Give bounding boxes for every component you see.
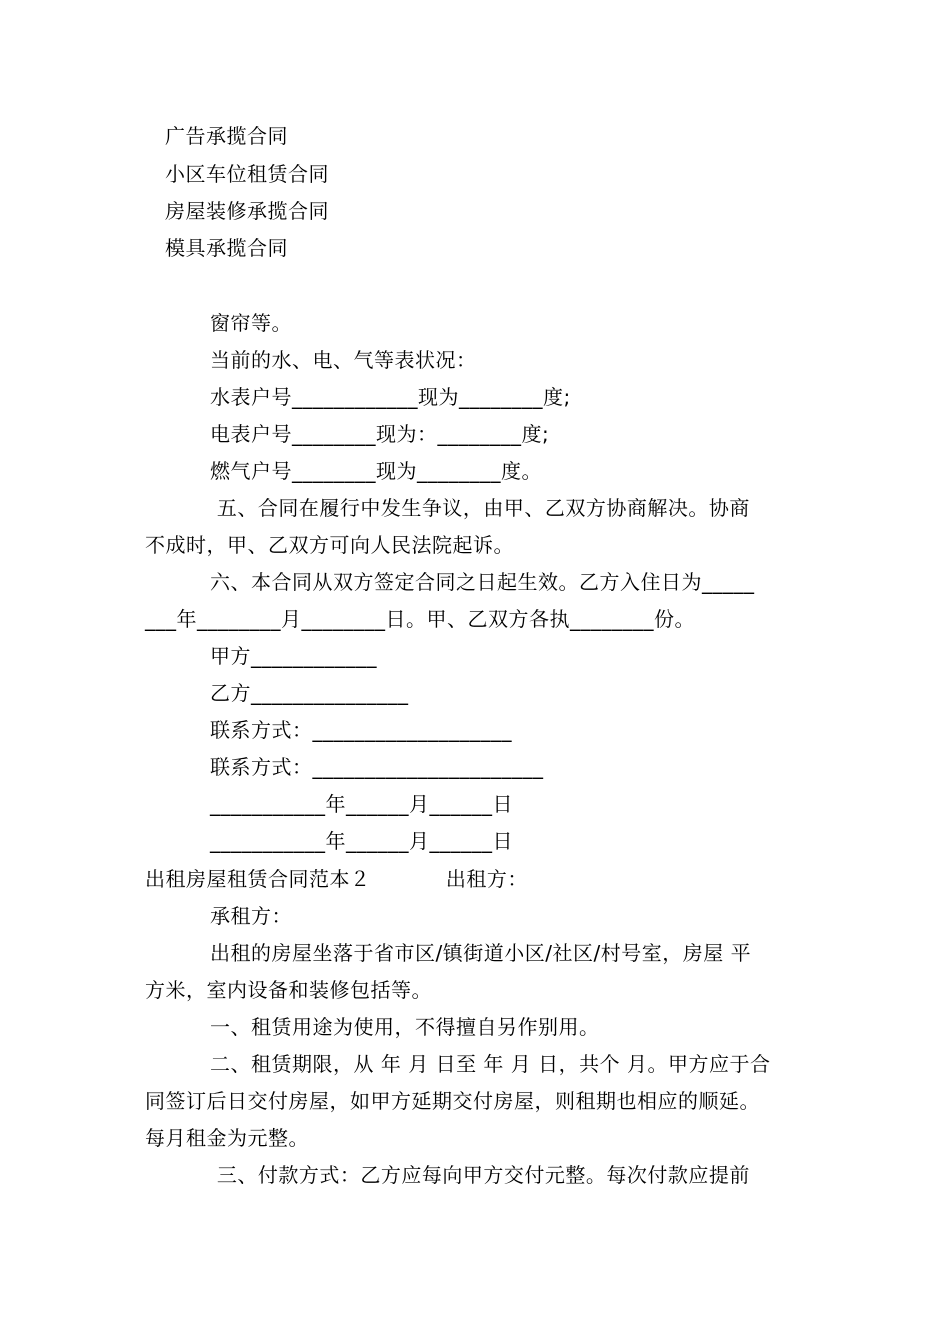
paragraph-line: 五、合同在履行中发生争议，由甲、乙双方协商解决。协商: [210, 496, 750, 520]
paragraph-line: 一、租赁用途为使用，不得擅自另作别用。: [210, 1015, 600, 1039]
paragraph-line: 当前的水、电、气等表状况：: [210, 348, 477, 372]
meter-electric-line: 电表户号________现为：________度;: [210, 422, 550, 446]
party-a-signature-line: 甲方____________: [210, 644, 377, 668]
paragraph-line: ___年________月________日。甲、乙双方各执________份。: [145, 607, 695, 631]
related-link[interactable]: 小区车位租赁合同: [165, 162, 329, 186]
date-line: ___________年______月______日: [210, 792, 513, 816]
paragraph-line: 三、付款方式：乙方应每向甲方交付元整。每次付款应提前: [210, 1163, 750, 1187]
paragraph-line: 六、本合同从双方签定合同之日起生效。乙方入住日为_____: [210, 570, 755, 594]
section-heading-line: 出租房屋租赁合同范本２ 出租方：: [145, 867, 528, 891]
paragraph-line: 出租的房屋坐落于省市区/镇街道小区/社区/村号室，房屋 平: [210, 941, 752, 965]
paragraph-line: 方米，室内设备和装修包括等。: [145, 978, 432, 1002]
date-line: ___________年______月______日: [210, 829, 513, 853]
paragraph-line: 同签订后日交付房屋，如甲方延期交付房屋，则租期也相应的顺延。: [145, 1089, 760, 1113]
contact-line: 联系方式：______________________: [210, 755, 544, 779]
contact-line: 联系方式：___________________: [210, 718, 512, 742]
paragraph-line: 二、租赁期限，从 年 月 日至 年 月 日，共个 月。甲方应于合: [210, 1052, 771, 1076]
paragraph-line: 窗帘等。: [210, 311, 292, 335]
meter-water-line: 水表户号____________现为________度;: [210, 385, 571, 409]
paragraph-line: 承租方：: [210, 904, 292, 928]
related-link[interactable]: 模具承揽合同: [165, 236, 288, 260]
meter-gas-line: 燃气户号________现为________度。: [210, 459, 542, 483]
related-link[interactable]: 房屋装修承揽合同: [165, 199, 329, 223]
party-b-signature-line: 乙方_______________: [210, 681, 409, 705]
paragraph-line: 不成时，甲、乙双方可向人民法院起诉。: [145, 533, 514, 557]
related-link[interactable]: 广告承揽合同: [165, 124, 288, 148]
paragraph-line: 每月租金为元整。: [145, 1126, 309, 1150]
